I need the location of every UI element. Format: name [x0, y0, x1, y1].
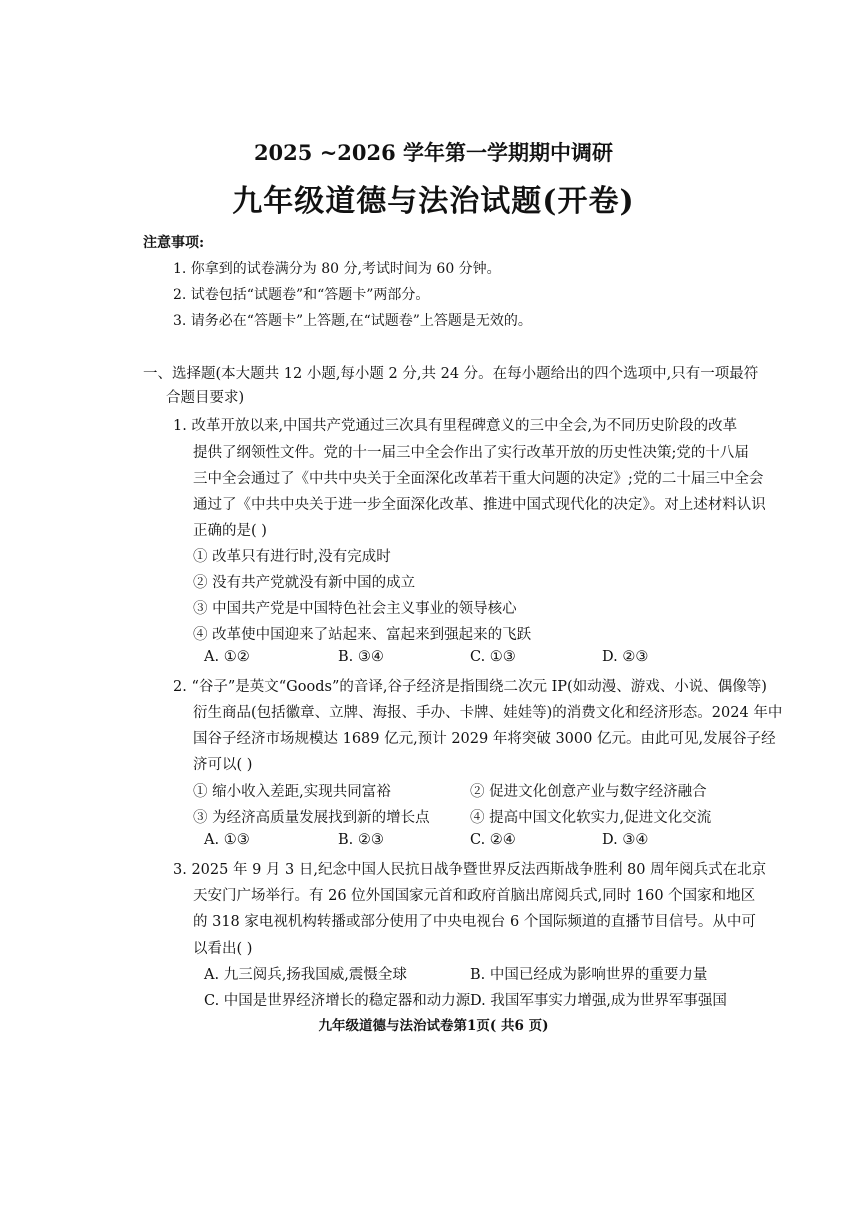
q1-stem-line: 1. 改革开放以来,中国共产党通过三次具有里程碑意义的三中全会,为不同历史阶段的改革: [173, 418, 738, 434]
note-item: 2. 试卷包括“试题卷”和“答题卡”两部分。: [173, 287, 430, 303]
section-heading-cont: 合题目要求): [166, 390, 245, 406]
q3-option-d[interactable]: D. 我国军事实力增强,成为世界军事强国: [470, 993, 727, 1009]
q2-stem-line: 2. “谷子”是英文“Goods”的音译,谷子经济是指围绕二次元 IP(如动漫、游戏、小说、偶像等): [173, 679, 767, 695]
exam-subtitle: 2025 ~2026 学年第一学期期中调研: [253, 140, 614, 165]
q2-option-a[interactable]: A. ①③: [204, 832, 250, 848]
q3-stem-line: 天安门广场举行。有 26 位外国国家元首和政府首脑出席阅兵式,同时 160 个国家和地区: [193, 888, 756, 904]
q2-option-d[interactable]: D. ③④: [602, 832, 649, 848]
notes-heading: 注意事项:: [143, 235, 205, 251]
q1-statement: ③ 中国共产党是中国特色社会主义事业的领导核心: [193, 601, 517, 617]
q2-option-c[interactable]: C. ②④: [470, 832, 516, 848]
q3-option-c[interactable]: C. 中国是世界经济增长的稳定器和动力源: [204, 993, 471, 1009]
section-heading: 一、选择题(本大题共 12 小题,每小题 2 分,共 24 分。在每小题给出的四个选项中,只有一项最符: [143, 366, 759, 382]
note-item: 1. 你拿到的试卷满分为 80 分,考试时间为 60 分钟。: [173, 261, 501, 277]
q2-stem-line: 衍生商品(包括徽章、立牌、海报、手办、卡牌、娃娃等)的消费文化和经济形态。2024 年中: [193, 705, 783, 721]
q1-statement: ④ 改革使中国迎来了站起来、富起来到强起来的飞跃: [193, 627, 532, 643]
q1-statement: ② 没有共产党就没有新中国的成立: [193, 575, 416, 591]
q2-statement: ③ 为经济高质量发展找到新的增长点: [193, 810, 430, 826]
q2-option-b[interactable]: B. ②③: [338, 832, 384, 848]
q1-stem-line: 提供了纲领性文件。党的十一届三中全会作出了实行改革开放的历史性决策;党的十八届: [193, 445, 749, 461]
q1-option-b[interactable]: B. ③④: [338, 649, 384, 665]
q1-stem-line: 正确的是( ): [193, 523, 267, 539]
q2-stem-line: 国谷子经济市场规模达 1689 亿元,预计 2029 年将突破 3000 亿元。由此可见,发展谷子经: [193, 731, 776, 747]
note-item: 3. 请务必在“答题卡”上答题,在“试题卷”上答题是无效的。: [173, 313, 532, 329]
exam-title: 九年级道德与法治试题(开卷): [232, 184, 635, 219]
q1-stem-line: 三中全会通过了《中共中央关于全面深化改革若干重大问题的决定》;党的二十届三中全会: [193, 471, 764, 487]
q2-statement: ① 缩小收入差距,实现共同富裕: [193, 784, 391, 800]
q2-statement: ④ 提高中国文化软实力,促进文化交流: [470, 810, 712, 826]
q3-stem-line: 的 318 家电视机构转播或部分使用了中央电视台 6 个国际频道的直播节目信号。从中可: [193, 914, 756, 930]
q1-option-a[interactable]: A. ①②: [204, 649, 250, 665]
q1-statement: ① 改革只有进行时,没有完成时: [193, 549, 391, 565]
q3-stem-line: 3. 2025 年 9 月 3 日,纪念中国人民抗日战争暨世界反法西斯战争胜利 80 周年阅兵式在北京: [173, 862, 767, 878]
q2-statement: ② 促进文化创意产业与数字经济融合: [470, 784, 707, 800]
q1-stem-line: 通过了《中共中央关于进一步全面深化改革、推进中国式现代化的决定》。对上述材料认识: [193, 497, 766, 513]
q3-option-b[interactable]: B. 中国已经成为影响世界的重要力量: [470, 967, 708, 983]
q1-option-c[interactable]: C. ①③: [470, 649, 516, 665]
q2-stem-line: 济可以( ): [193, 757, 253, 773]
q3-stem-line: 以看出( ): [193, 941, 253, 957]
q1-option-d[interactable]: D. ②③: [602, 649, 649, 665]
q3-option-a[interactable]: A. 九三阅兵,扬我国威,震慑全球: [204, 967, 407, 983]
page-footer: 九年级道德与法治试卷第1页( 共6 页): [318, 1018, 549, 1034]
